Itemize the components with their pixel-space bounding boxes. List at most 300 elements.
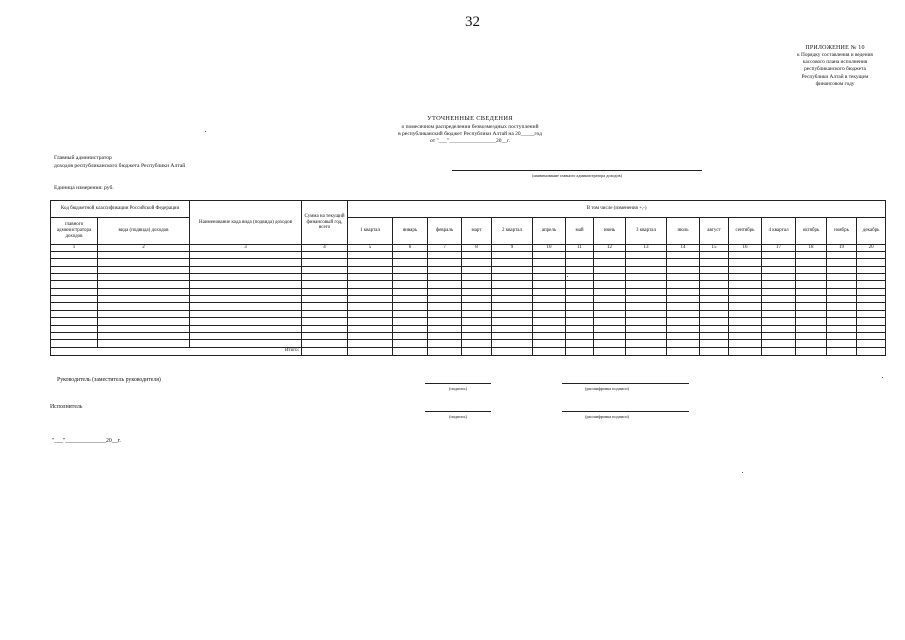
table-cell[interactable] — [98, 310, 190, 317]
unit-label: Единица измерения: руб. — [54, 185, 114, 191]
table-cell[interactable] — [462, 273, 492, 280]
table-cell[interactable] — [857, 296, 886, 303]
table-cell[interactable] — [594, 281, 626, 288]
table-cell[interactable] — [51, 296, 98, 303]
table-cell[interactable] — [796, 259, 827, 266]
table-cell[interactable] — [762, 281, 796, 288]
total-cell[interactable] — [428, 347, 462, 355]
table-cell[interactable] — [667, 318, 700, 325]
table-cell[interactable] — [533, 266, 566, 273]
table-cell[interactable] — [594, 251, 626, 258]
table-cell[interactable] — [348, 288, 393, 295]
table-cell[interactable] — [626, 281, 667, 288]
table-cell[interactable] — [428, 340, 462, 347]
period-header: 3 квартал — [626, 218, 667, 245]
table-cell[interactable] — [462, 281, 492, 288]
total-cell[interactable] — [729, 347, 762, 355]
table-cell[interactable] — [190, 296, 302, 303]
table-cell[interactable] — [762, 340, 796, 347]
table-cell[interactable] — [857, 333, 886, 340]
table-cell[interactable] — [348, 333, 393, 340]
table-cell[interactable] — [566, 281, 594, 288]
table-cell[interactable] — [190, 310, 302, 317]
table-cell[interactable] — [393, 303, 428, 310]
table-cell[interactable] — [796, 318, 827, 325]
table-cell[interactable] — [700, 318, 729, 325]
table-cell[interactable] — [626, 259, 667, 266]
table-cell[interactable] — [428, 259, 462, 266]
table-cell[interactable] — [827, 325, 857, 332]
table-cell[interactable] — [857, 303, 886, 310]
table-cell[interactable] — [566, 303, 594, 310]
table-cell[interactable] — [462, 259, 492, 266]
table-cell[interactable] — [492, 266, 533, 273]
table-cell[interactable] — [594, 318, 626, 325]
table-cell[interactable] — [566, 266, 594, 273]
table-cell[interactable] — [348, 325, 393, 332]
table-cell[interactable] — [51, 281, 98, 288]
table-cell[interactable] — [393, 251, 428, 258]
table-cell[interactable] — [98, 296, 190, 303]
table-cell[interactable] — [302, 318, 348, 325]
table-cell[interactable] — [796, 325, 827, 332]
table-cell[interactable] — [729, 333, 762, 340]
table-cell[interactable] — [700, 296, 729, 303]
table-cell[interactable] — [98, 325, 190, 332]
table-cell[interactable] — [428, 310, 462, 317]
table-cell[interactable] — [762, 303, 796, 310]
table-cell[interactable] — [796, 281, 827, 288]
table-cell[interactable] — [796, 340, 827, 347]
table-cell[interactable] — [462, 266, 492, 273]
table-cell[interactable] — [594, 333, 626, 340]
table-cell[interactable] — [626, 251, 667, 258]
table-cell[interactable] — [462, 303, 492, 310]
table-cell[interactable] — [729, 310, 762, 317]
table-cell[interactable] — [302, 333, 348, 340]
table-cell[interactable] — [302, 340, 348, 347]
table-cell[interactable] — [492, 303, 533, 310]
table-cell[interactable] — [51, 288, 98, 295]
total-cell[interactable] — [594, 347, 626, 355]
table-cell[interactable] — [98, 303, 190, 310]
total-cell[interactable] — [492, 347, 533, 355]
table-cell[interactable] — [98, 281, 190, 288]
period-header: октябрь — [796, 218, 827, 245]
table-cell[interactable] — [190, 281, 302, 288]
table-cell[interactable] — [98, 318, 190, 325]
table-cell[interactable] — [302, 303, 348, 310]
table-cell[interactable] — [492, 281, 533, 288]
table-cell[interactable] — [667, 340, 700, 347]
table-cell[interactable] — [348, 310, 393, 317]
table-cell[interactable] — [393, 281, 428, 288]
table-cell[interactable] — [51, 325, 98, 332]
total-cell[interactable] — [827, 347, 857, 355]
table-cell[interactable] — [566, 259, 594, 266]
table-cell[interactable] — [667, 273, 700, 280]
table-cell[interactable] — [98, 288, 190, 295]
table-cell[interactable] — [348, 296, 393, 303]
table-cell[interactable] — [302, 288, 348, 295]
table-cell[interactable] — [51, 340, 98, 347]
table-cell[interactable] — [594, 325, 626, 332]
total-cell[interactable] — [626, 347, 667, 355]
table-cell[interactable] — [566, 333, 594, 340]
table-cell[interactable] — [827, 288, 857, 295]
table-cell[interactable] — [190, 251, 302, 258]
table-cell[interactable] — [190, 266, 302, 273]
total-cell[interactable] — [796, 347, 827, 355]
table-cell[interactable] — [566, 310, 594, 317]
table-cell[interactable] — [462, 296, 492, 303]
table-cell[interactable] — [302, 251, 348, 258]
table-cell[interactable] — [302, 281, 348, 288]
table-cell[interactable] — [492, 288, 533, 295]
table-cell[interactable] — [762, 251, 796, 258]
table-cell[interactable] — [626, 310, 667, 317]
table-cell[interactable] — [626, 325, 667, 332]
table-cell[interactable] — [492, 259, 533, 266]
table-cell[interactable] — [566, 273, 594, 280]
table-cell[interactable] — [348, 318, 393, 325]
total-cell[interactable] — [762, 347, 796, 355]
table-cell[interactable] — [302, 273, 348, 280]
table-cell[interactable] — [533, 340, 566, 347]
table-cell[interactable] — [462, 340, 492, 347]
table-cell[interactable] — [594, 340, 626, 347]
table-cell[interactable] — [428, 288, 462, 295]
table-cell[interactable] — [626, 318, 667, 325]
table-cell[interactable] — [762, 266, 796, 273]
table-cell[interactable] — [566, 296, 594, 303]
table-cell[interactable] — [729, 281, 762, 288]
table-cell[interactable] — [594, 310, 626, 317]
table-cell[interactable] — [566, 340, 594, 347]
table-cell[interactable] — [827, 281, 857, 288]
table-cell[interactable] — [827, 333, 857, 340]
table-cell[interactable] — [796, 273, 827, 280]
table-cell[interactable] — [796, 303, 827, 310]
table-cell[interactable] — [190, 288, 302, 295]
table-cell[interactable] — [729, 259, 762, 266]
table-cell[interactable] — [594, 296, 626, 303]
table-cell[interactable] — [190, 303, 302, 310]
table-cell[interactable] — [302, 310, 348, 317]
table-cell[interactable] — [762, 318, 796, 325]
table-cell[interactable] — [348, 266, 393, 273]
table-cell[interactable] — [492, 340, 533, 347]
table-cell[interactable] — [533, 310, 566, 317]
table-cell[interactable] — [700, 288, 729, 295]
table-cell[interactable] — [857, 259, 886, 266]
table-cell[interactable] — [492, 333, 533, 340]
table-cell[interactable] — [857, 266, 886, 273]
table-cell[interactable] — [729, 296, 762, 303]
table-cell[interactable] — [533, 318, 566, 325]
table-cell[interactable] — [827, 296, 857, 303]
table-cell[interactable] — [428, 333, 462, 340]
table-cell[interactable] — [827, 310, 857, 317]
table-cell[interactable] — [51, 273, 98, 280]
table-cell[interactable] — [428, 303, 462, 310]
table-cell[interactable] — [492, 325, 533, 332]
table-cell[interactable] — [51, 310, 98, 317]
table-cell[interactable] — [533, 296, 566, 303]
admin-name-line[interactable] — [452, 170, 702, 171]
table-cell[interactable] — [762, 273, 796, 280]
table-cell[interactable] — [190, 333, 302, 340]
table-cell[interactable] — [827, 251, 857, 258]
table-cell[interactable] — [827, 318, 857, 325]
column-number: 12 — [594, 245, 626, 252]
table-cell[interactable] — [827, 266, 857, 273]
head-decode-line[interactable] — [562, 383, 689, 384]
table-cell[interactable] — [302, 266, 348, 273]
table-cell[interactable] — [393, 333, 428, 340]
table-cell[interactable] — [700, 251, 729, 258]
total-cell[interactable] — [302, 347, 348, 355]
table-cell[interactable] — [51, 318, 98, 325]
table-cell[interactable] — [190, 273, 302, 280]
table-cell[interactable] — [492, 310, 533, 317]
table-cell[interactable] — [98, 259, 190, 266]
table-cell[interactable] — [762, 310, 796, 317]
table-cell[interactable] — [98, 273, 190, 280]
table-cell[interactable] — [51, 266, 98, 273]
table-cell[interactable] — [667, 310, 700, 317]
table-cell[interactable] — [393, 266, 428, 273]
table-cell[interactable] — [462, 251, 492, 258]
table-cell[interactable] — [667, 266, 700, 273]
table-cell[interactable] — [393, 310, 428, 317]
table-cell[interactable] — [827, 340, 857, 347]
table-cell[interactable] — [98, 266, 190, 273]
table-cell[interactable] — [762, 259, 796, 266]
table-cell[interactable] — [796, 266, 827, 273]
table-cell[interactable] — [594, 266, 626, 273]
table-cell[interactable] — [796, 288, 827, 295]
table-cell[interactable] — [462, 325, 492, 332]
table-cell[interactable] — [428, 251, 462, 258]
table-cell[interactable] — [393, 325, 428, 332]
table-cell[interactable] — [667, 333, 700, 340]
table-cell[interactable] — [857, 325, 886, 332]
table-cell[interactable] — [348, 281, 393, 288]
table-cell[interactable] — [729, 340, 762, 347]
total-cell[interactable] — [667, 347, 700, 355]
executor-decode-line[interactable] — [562, 411, 689, 412]
period-header: 2 квартал — [492, 218, 533, 245]
table-cell[interactable] — [729, 303, 762, 310]
table-cell[interactable] — [566, 325, 594, 332]
table-cell[interactable] — [626, 340, 667, 347]
table-cell[interactable] — [667, 296, 700, 303]
table-cell[interactable] — [700, 340, 729, 347]
table-cell[interactable] — [827, 259, 857, 266]
table-cell[interactable] — [190, 259, 302, 266]
table-cell[interactable] — [98, 333, 190, 340]
table-cell[interactable] — [594, 288, 626, 295]
table-cell[interactable] — [51, 303, 98, 310]
table-cell[interactable] — [348, 303, 393, 310]
table-cell[interactable] — [428, 318, 462, 325]
table-cell[interactable] — [302, 325, 348, 332]
table-cell[interactable] — [393, 273, 428, 280]
table-cell[interactable] — [190, 318, 302, 325]
table-cell[interactable] — [827, 303, 857, 310]
table-cell[interactable] — [667, 251, 700, 258]
total-cell[interactable] — [566, 347, 594, 355]
table-cell[interactable] — [626, 266, 667, 273]
table-cell[interactable] — [428, 325, 462, 332]
head-signature-line[interactable] — [425, 383, 491, 384]
table-cell[interactable] — [700, 333, 729, 340]
table-cell[interactable] — [393, 296, 428, 303]
kind-code-header: вида (подвида) доходов — [98, 218, 190, 245]
head-signature-label: Руководитель (заместитель руководителя) — [57, 377, 161, 383]
executor-signature-line[interactable] — [425, 411, 491, 412]
table-cell[interactable] — [51, 259, 98, 266]
table-cell[interactable] — [533, 303, 566, 310]
table-cell[interactable] — [857, 273, 886, 280]
table-cell[interactable] — [700, 273, 729, 280]
table-cell[interactable] — [667, 281, 700, 288]
total-cell[interactable] — [393, 347, 428, 355]
table-cell[interactable] — [700, 266, 729, 273]
table-cell[interactable] — [594, 273, 626, 280]
table-cell[interactable] — [428, 273, 462, 280]
table-cell[interactable] — [51, 251, 98, 258]
total-cell[interactable] — [348, 347, 393, 355]
table-cell[interactable] — [827, 273, 857, 280]
table-cell[interactable] — [700, 281, 729, 288]
table-cell[interactable] — [626, 333, 667, 340]
table-cell[interactable] — [700, 259, 729, 266]
kbk-header: Код бюджетной классификации Российской Федерации — [51, 201, 190, 218]
table-cell[interactable] — [796, 296, 827, 303]
table-cell[interactable] — [533, 281, 566, 288]
table-cell[interactable] — [729, 266, 762, 273]
table-cell[interactable] — [533, 259, 566, 266]
table-cell[interactable] — [796, 310, 827, 317]
table-cell[interactable] — [51, 333, 98, 340]
table-cell[interactable] — [857, 340, 886, 347]
heading-main: УТОЧНЕННЫЕ СВЕДЕНИЯ — [427, 115, 513, 122]
table-cell[interactable] — [302, 259, 348, 266]
heading-line: о помесячном распределении безвозмездных поступлений — [401, 123, 539, 130]
table-cell[interactable] — [857, 288, 886, 295]
table-cell[interactable] — [533, 325, 566, 332]
table-cell[interactable] — [667, 325, 700, 332]
table-cell[interactable] — [566, 251, 594, 258]
column-number: 3 — [190, 245, 302, 252]
period-header: май — [566, 218, 594, 245]
table-cell[interactable] — [348, 340, 393, 347]
table-cell[interactable] — [667, 259, 700, 266]
table-cell[interactable] — [492, 296, 533, 303]
admin-name-caption: (наименование главного администратора доходов) — [532, 173, 622, 178]
period-header: 1 квартал — [348, 218, 393, 245]
table-cell[interactable] — [762, 296, 796, 303]
table-cell[interactable] — [462, 333, 492, 340]
table-cell[interactable] — [594, 303, 626, 310]
table-cell[interactable] — [857, 281, 886, 288]
table-cell[interactable] — [428, 266, 462, 273]
table-cell[interactable] — [348, 273, 393, 280]
total-cell[interactable] — [700, 347, 729, 355]
table-cell[interactable] — [302, 296, 348, 303]
table-cell[interactable] — [428, 296, 462, 303]
table-cell[interactable] — [348, 259, 393, 266]
table-cell[interactable] — [462, 318, 492, 325]
table-cell[interactable] — [462, 310, 492, 317]
table-cell[interactable] — [492, 318, 533, 325]
table-cell[interactable] — [594, 259, 626, 266]
table-cell[interactable] — [393, 318, 428, 325]
table-cell[interactable] — [566, 318, 594, 325]
table-cell[interactable] — [98, 251, 190, 258]
table-cell[interactable] — [729, 288, 762, 295]
table-cell[interactable] — [393, 259, 428, 266]
table-cell[interactable] — [857, 318, 886, 325]
table-cell[interactable] — [857, 251, 886, 258]
table-cell[interactable] — [796, 251, 827, 258]
table-cell[interactable] — [98, 340, 190, 347]
table-cell[interactable] — [533, 251, 566, 258]
table-cell[interactable] — [729, 273, 762, 280]
table-cell[interactable] — [626, 288, 667, 295]
table-cell[interactable] — [492, 273, 533, 280]
period-header: февраль — [428, 218, 462, 245]
table-cell[interactable] — [762, 333, 796, 340]
total-cell[interactable] — [462, 347, 492, 355]
table-cell[interactable] — [729, 318, 762, 325]
table-cell[interactable] — [626, 273, 667, 280]
table-cell[interactable] — [533, 273, 566, 280]
head-decode-caption: (расшифровка подписи) — [585, 386, 629, 391]
table-cell[interactable] — [667, 303, 700, 310]
column-number: 17 — [762, 245, 796, 252]
table-cell[interactable] — [626, 303, 667, 310]
table-cell[interactable] — [533, 288, 566, 295]
table-cell[interactable] — [533, 333, 566, 340]
table-cell[interactable] — [762, 288, 796, 295]
table-row — [51, 318, 886, 325]
table-cell[interactable] — [857, 310, 886, 317]
table-cell[interactable] — [566, 288, 594, 295]
table-cell[interactable] — [729, 325, 762, 332]
table-cell[interactable] — [700, 310, 729, 317]
table-cell[interactable] — [393, 288, 428, 295]
table-cell[interactable] — [393, 340, 428, 347]
table-cell[interactable] — [796, 333, 827, 340]
total-cell[interactable] — [533, 347, 566, 355]
table-cell[interactable] — [700, 325, 729, 332]
table-cell[interactable] — [729, 251, 762, 258]
table-cell[interactable] — [762, 325, 796, 332]
total-cell[interactable] — [857, 347, 886, 355]
table-cell[interactable] — [667, 288, 700, 295]
table-cell[interactable] — [428, 281, 462, 288]
table-cell[interactable] — [348, 251, 393, 258]
table-cell[interactable] — [492, 251, 533, 258]
table-cell[interactable] — [462, 288, 492, 295]
table-cell[interactable] — [626, 296, 667, 303]
table-cell[interactable] — [190, 325, 302, 332]
table-cell[interactable] — [700, 303, 729, 310]
table-cell[interactable] — [190, 340, 302, 347]
